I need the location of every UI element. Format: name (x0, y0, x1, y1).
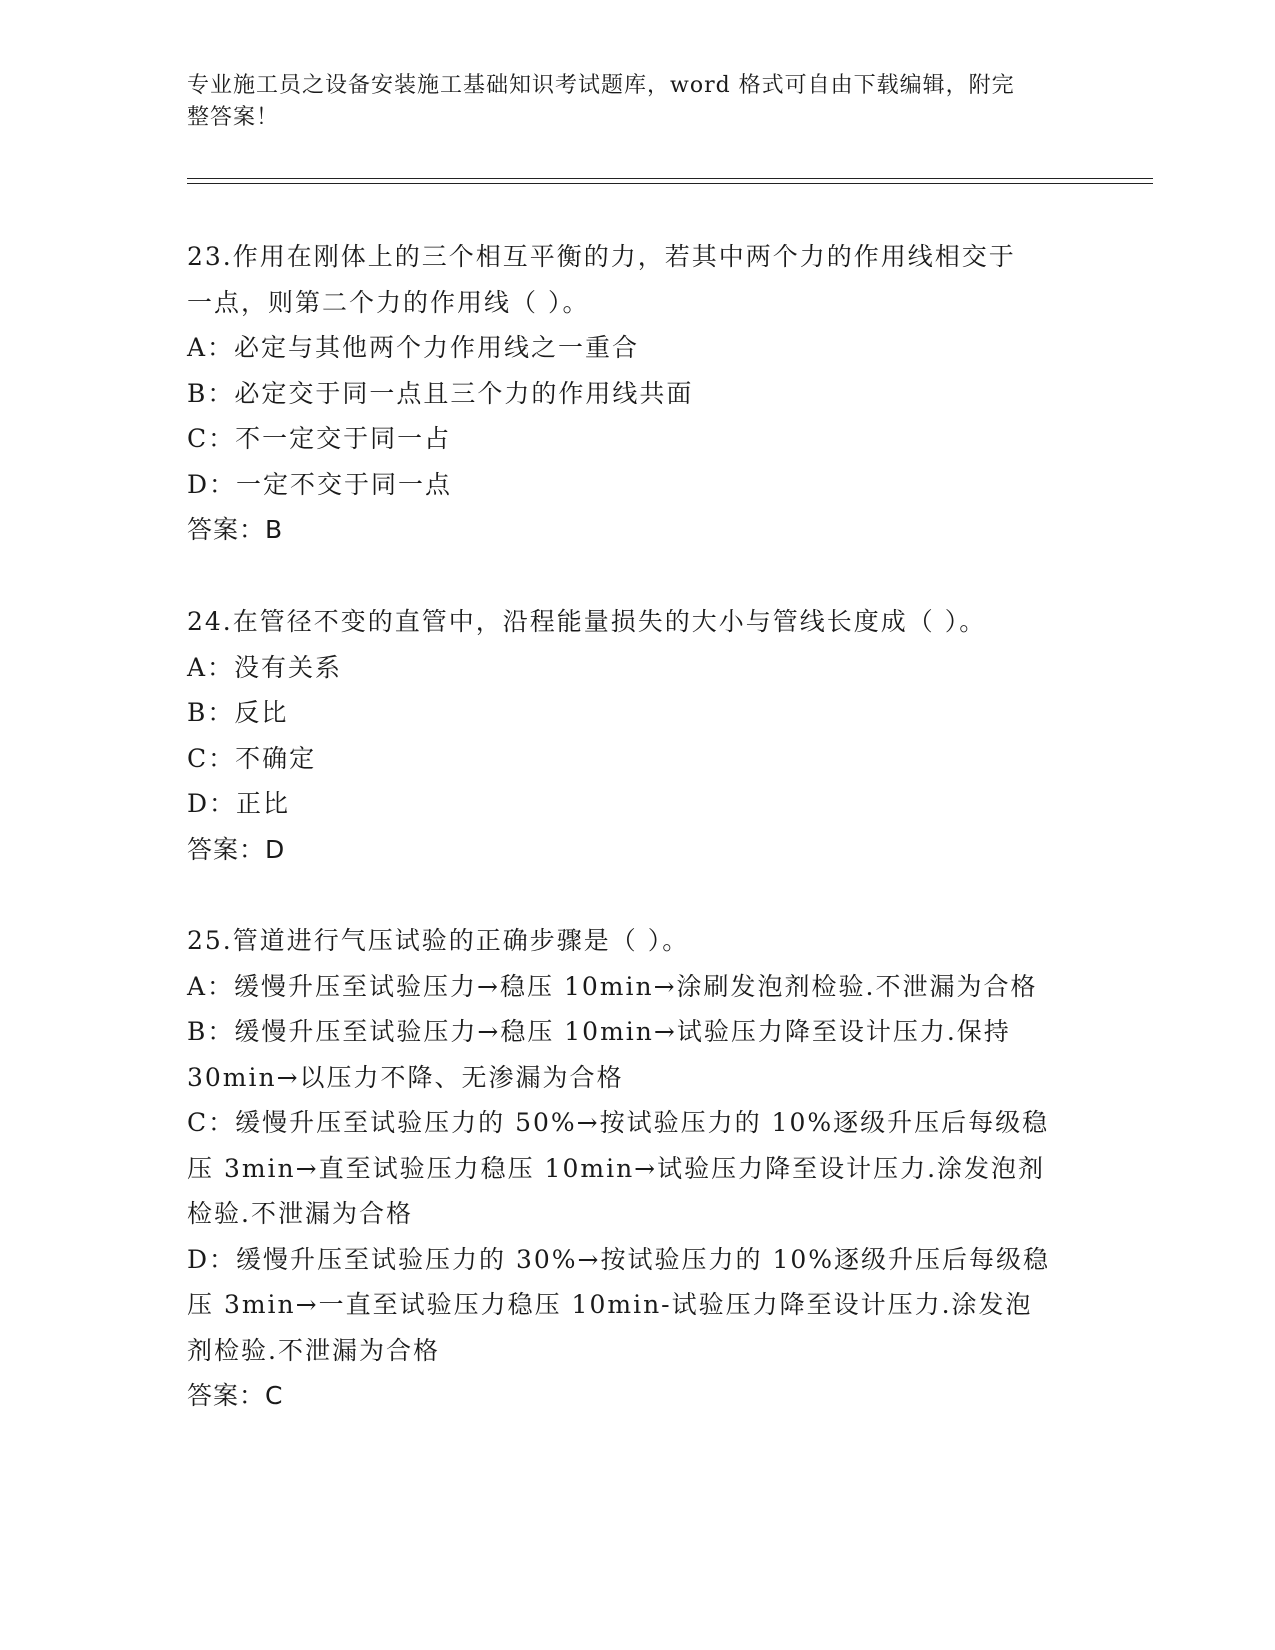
question-stem-line: 24.在管径不变的直管中，沿程能量损失的大小与管线长度成（ ）。 (187, 607, 987, 636)
header-line-2: 整答案！ (187, 105, 280, 130)
option-c: C：不一定交于同一占 (187, 424, 452, 453)
header-divider-top (187, 178, 1153, 179)
answer-label: 答案：D (187, 834, 286, 864)
question-24 (187, 599, 1087, 872)
answer-label: 答案：B (187, 515, 284, 544)
option-b: B：反比 (187, 698, 289, 727)
header-divider-bottom (187, 183, 1153, 184)
option-d-continued: 压 3min→一直至试验压力稳压 10min-试验压力降至设计压力.涂发泡 (187, 1290, 1033, 1319)
option-c-continued: 检验.不泄漏为合格 (187, 1199, 413, 1228)
option-c: C：不确定 (187, 743, 317, 773)
option-d: D：缓慢升压至试验压力的 30%→按试验压力的 10%逐级升压后每级稳 (187, 1244, 1051, 1274)
header-line-1: 专业施工员之设备安装施工基础知识考试题库，word 格式可自由下载编辑，附完 (187, 73, 1015, 98)
question-stem-line: 一点，则第二个力的作用线（ ）。 (187, 287, 590, 317)
option-b: B：缓慢升压至试验压力→稳压 10min→试验压力降至设计压力.保持 (187, 1017, 1011, 1046)
document-header (187, 70, 1067, 134)
answer-label: 答案：C (187, 1381, 284, 1410)
option-a: A：没有关系 (187, 652, 343, 682)
option-b-continued: 30min→以压力不降、无渗漏为合格 (187, 1062, 624, 1092)
question-23 (187, 234, 1087, 553)
option-a: A：缓慢升压至试验压力→稳压 10min→涂刷发泡剂检验.不泄漏为合格 (187, 971, 1038, 1001)
option-c-continued: 压 3min→直至试验压力稳压 10min→试验压力降至设计压力.涂发泡剂 (187, 1153, 1046, 1183)
option-c: C：缓慢升压至试验压力的 50%→按试验压力的 10%逐级升压后每级稳 (187, 1108, 1050, 1137)
option-d: D：正比 (187, 789, 291, 818)
question-25 (187, 918, 1087, 1419)
question-stem-line: 23.作用在刚体上的三个相互平衡的力，若其中两个力的作用线相交于 (187, 242, 1016, 271)
option-d-continued: 剂检验.不泄漏为合格 (187, 1335, 440, 1365)
option-d: D：一定不交于同一点 (187, 469, 453, 499)
option-a: A：必定与其他两个力作用线之一重合 (187, 333, 640, 362)
question-stem-line: 25.管道进行气压试验的正确步骤是（ ）。 (187, 926, 690, 955)
option-b: B：必定交于同一点且三个力的作用线共面 (187, 378, 694, 408)
